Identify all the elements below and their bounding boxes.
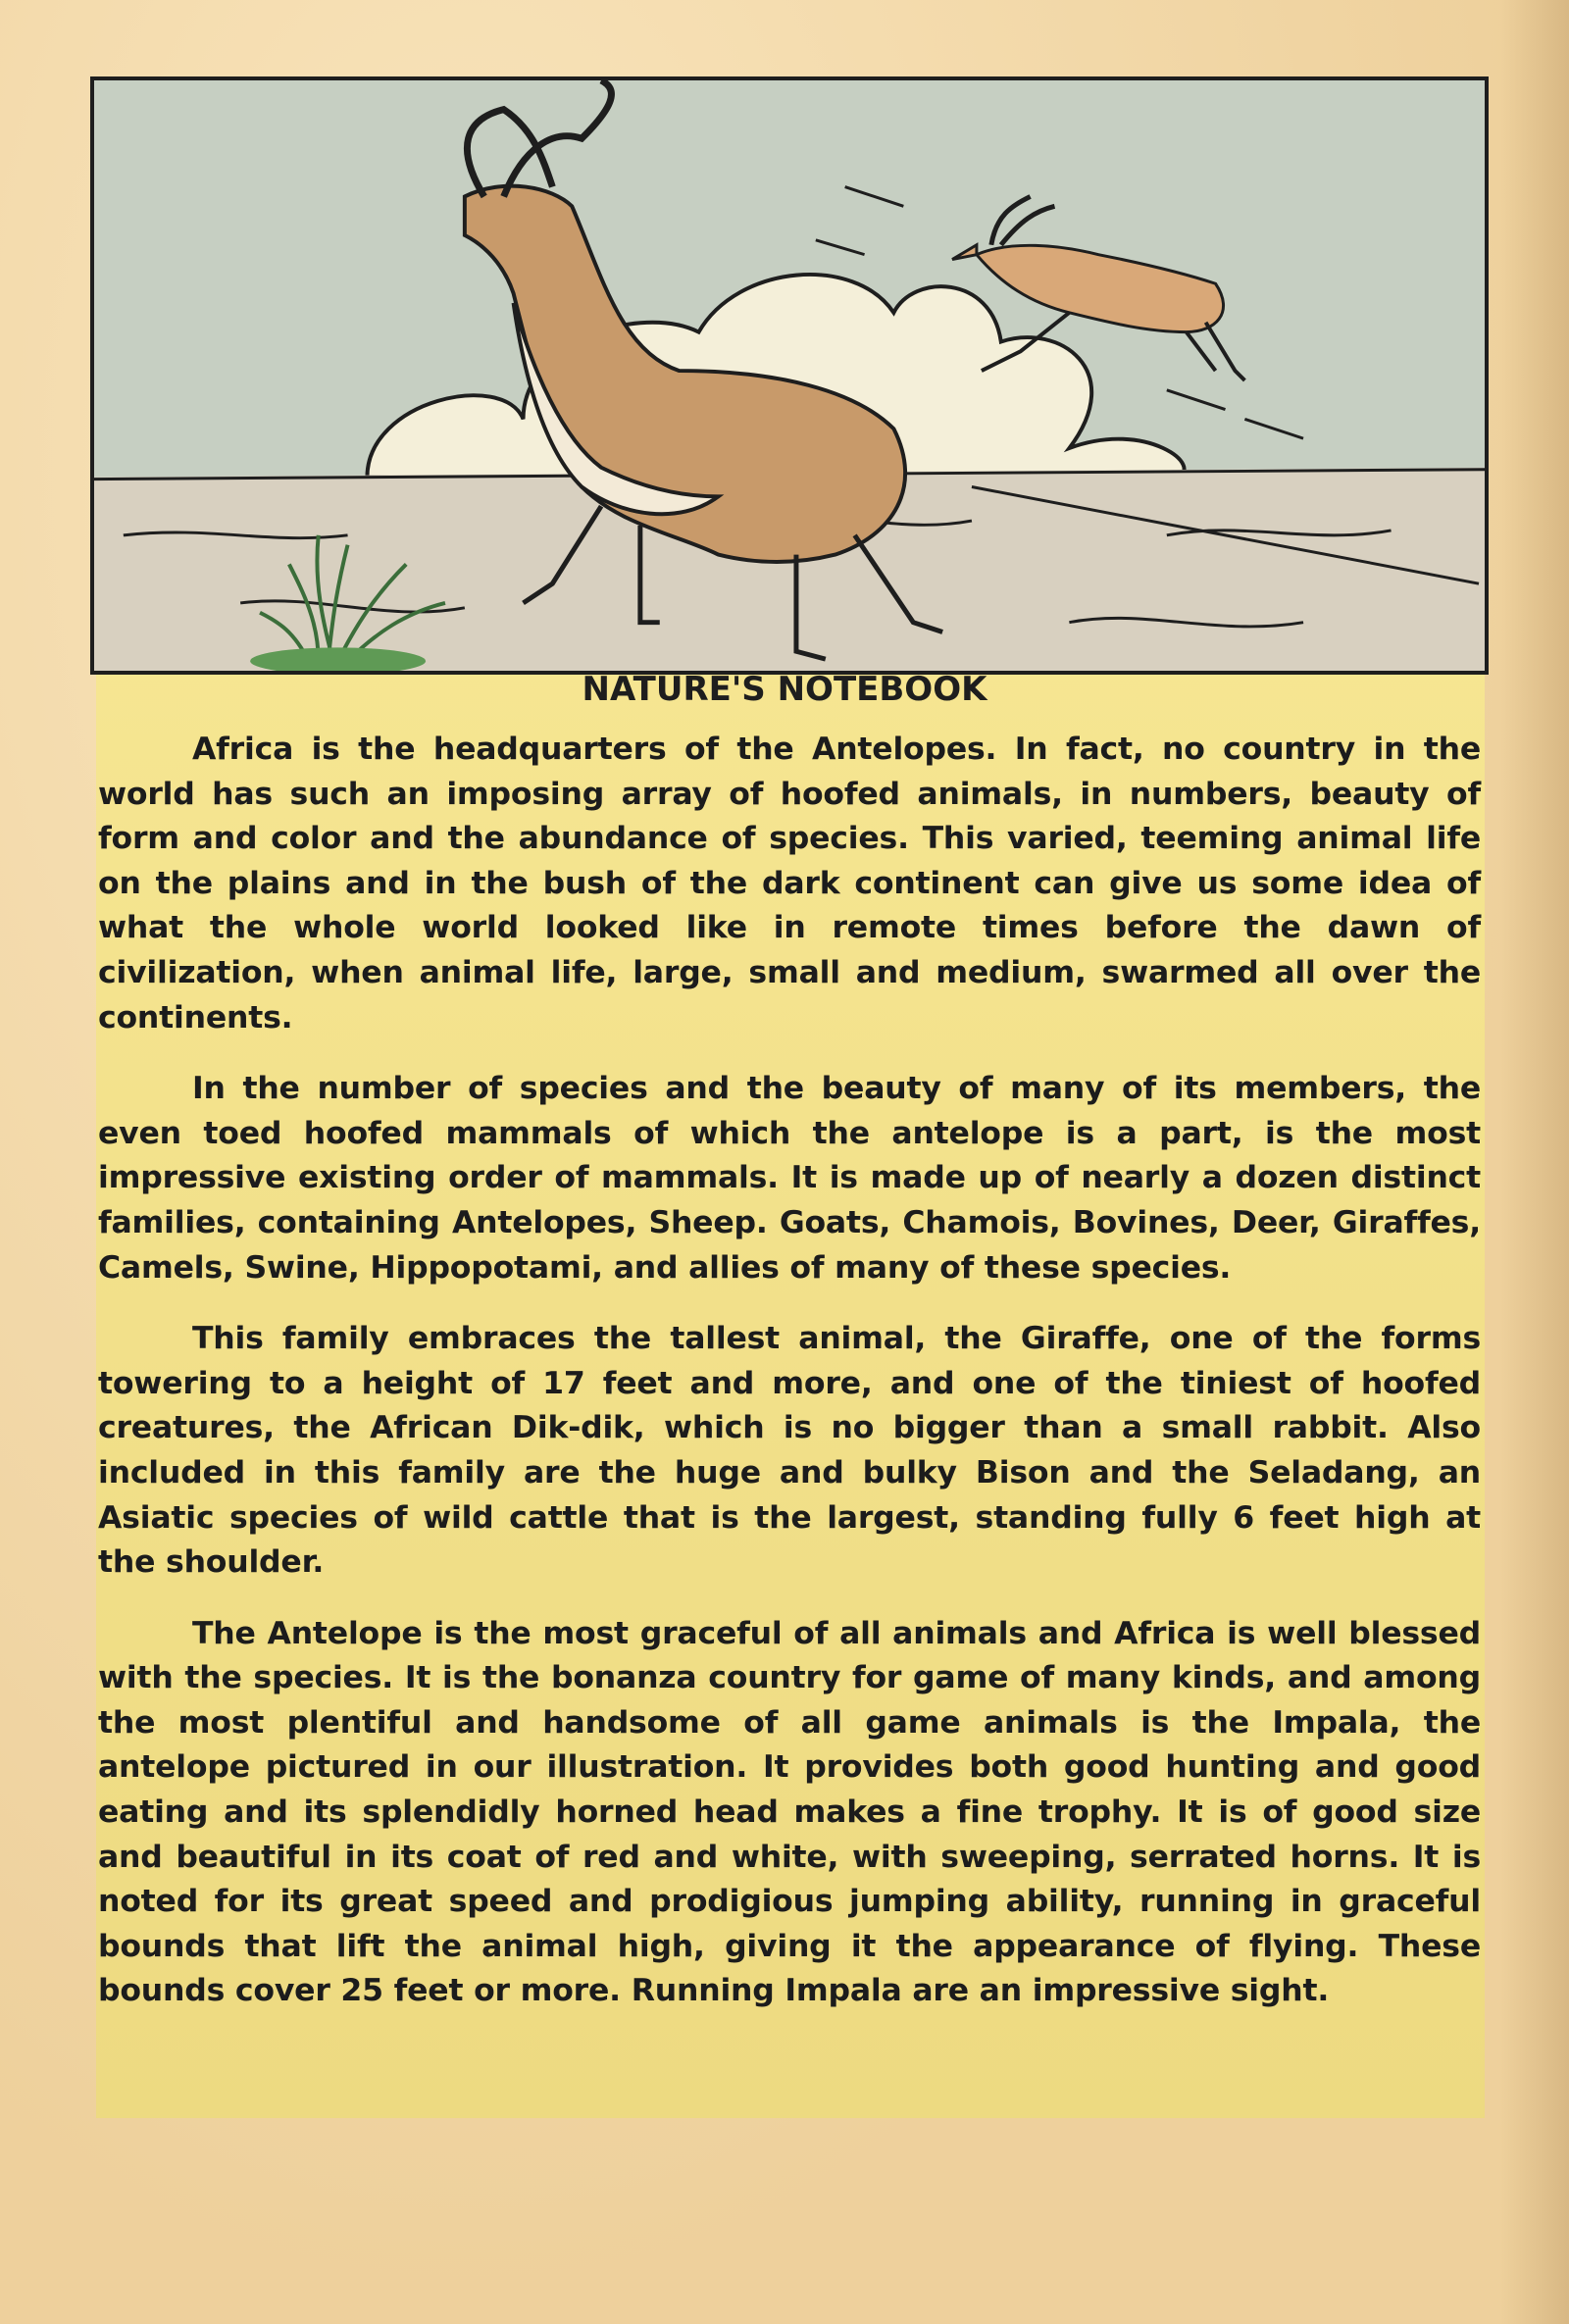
page-edge-shadow bbox=[1500, 0, 1569, 2324]
paragraph-3: This family embraces the tallest animal, the Giraffe, one of the forms towering to a height of 17 feet and more, and one of the tiniest of hoofed creatures, the African Dik-dik, which is no bigger than a small rabbit. Also included in this family are the huge and bulky Bison and the Seladang, an Asiatic species of wild cattle that is the largest, standing fully 6 feet high at the shoulder. bbox=[98, 1321, 1481, 1581]
page-title: NATURE'S NOTEBOOK bbox=[582, 670, 987, 709]
paragraph-4: The Antelope is the most graceful of all animals and Africa is well blessed with the species. It is the bonanza country for game of many kinds, and among the most plentiful and handsome of all game animals is the Impala, the antelope pictured in our illustration. It provides both good hunting and good eating and its splendidly horned head makes a fine trophy. It is of good size and beautiful in its coat of red and white, with sweeping, serrated horns. It is noted for its great speed and prodigious jumping ability, running in graceful bounds that lift the animal high, giving it the appearance of flying. These bounds cover 25 feet or more. Running Impala are an impressive sight. bbox=[98, 1615, 1481, 2009]
paragraph-2: In the number of species and the beauty of many of its members, the even toed hoofed mammals of which the antelope is a part, is the most impressive existing order of mammals. It is made up of nearly a dozen distinct families, containing Antelopes, Sheep. Goats, Chamois, Bovines, Deer, Giraffes, Camels, Swine, Hippopotami, and allies of many of these species. bbox=[98, 1071, 1481, 1286]
paragraph-1: Africa is the headquarters of the Antelopes. In fact, no country in the world has such an imposing array of hoofed animals, in numbers, beauty of form and color and the abundance of species. This varied, teeming animal life on the plains and in the bush of the dark continent can give us some idea of what the whole world looked like in remote times before the dawn of civilization, when animal life, large, small and medium, swarmed all over the continents. bbox=[98, 732, 1481, 1036]
impala-scene-drawing bbox=[94, 80, 1485, 671]
impala-illustration bbox=[90, 76, 1489, 675]
article-body bbox=[98, 728, 1481, 2041]
